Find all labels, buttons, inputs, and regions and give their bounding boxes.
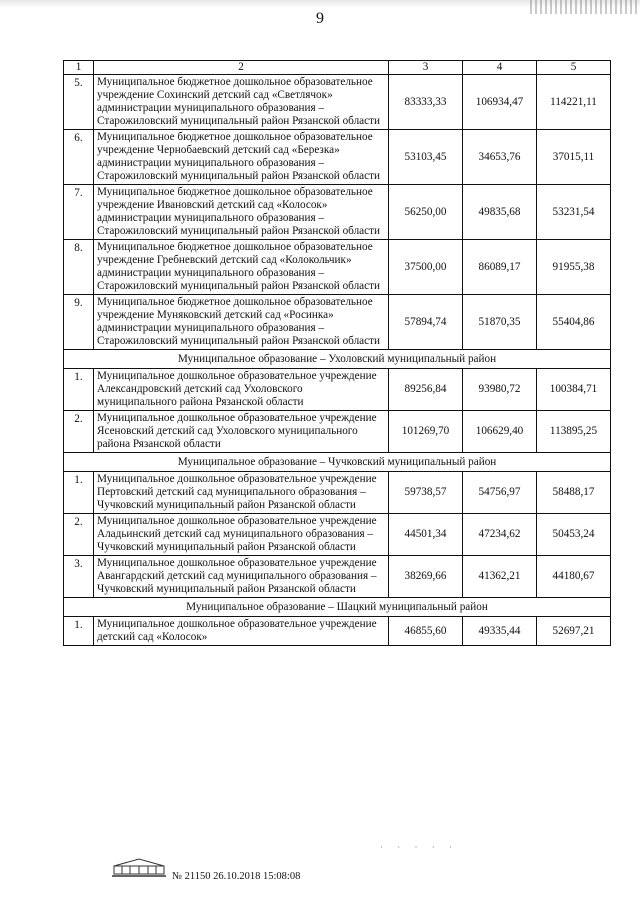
value-col5-cell: 53231,54 <box>537 185 611 240</box>
header-cell-2: 2 <box>94 61 389 75</box>
table-row <box>64 369 611 411</box>
table-row <box>64 75 611 130</box>
value-col3-cell: 83333,33 <box>389 75 463 130</box>
table-row <box>64 295 611 350</box>
row-number-cell: 1. <box>64 369 94 411</box>
table-row <box>64 411 611 453</box>
value-col3-cell: 46855,60 <box>389 617 463 646</box>
header-cell-3: 3 <box>389 61 463 75</box>
value-col4-cell: 106629,40 <box>463 411 537 453</box>
table-row <box>64 130 611 185</box>
institution-name-cell: Муниципальное бюджетное дошкольное образовательное учреждение Чернобаевский детский сад «Березка» администрации муниципального образования – Старожиловский муниципальный район Рязанской области <box>94 130 389 185</box>
header-cell-5: 5 <box>537 61 611 75</box>
page-number: 9 <box>316 10 324 27</box>
value-col5-cell: 55404,86 <box>537 295 611 350</box>
section-heading: Муниципальное образование – Шацкий муниципальный район <box>64 598 611 617</box>
value-col5-cell: 44180,67 <box>537 556 611 598</box>
value-col4-cell: 106934,47 <box>463 75 537 130</box>
value-col4-cell: 49835,68 <box>463 185 537 240</box>
value-col3-cell: 53103,45 <box>389 130 463 185</box>
institution-name-cell: Муниципальное бюджетное дошкольное образовательное учреждение Гребневский детский сад «Колокольчик» администрации муниципального образования – Старожиловский муниципальный район Рязанской области <box>94 240 389 295</box>
value-col3-cell: 38269,66 <box>389 556 463 598</box>
document-registration-text: № 21150 26.10.2018 15:08:08 <box>172 871 301 882</box>
value-col3-cell: 57894,74 <box>389 295 463 350</box>
value-col5-cell: 100384,71 <box>537 369 611 411</box>
value-col4-cell: 93980,72 <box>463 369 537 411</box>
row-number-cell: 2. <box>64 514 94 556</box>
table-row <box>64 556 611 598</box>
header-cell-4: 4 <box>463 61 537 75</box>
institution-name-cell: Муниципальное дошкольное образовательное учреждение детский сад «Колосок» <box>94 617 389 646</box>
value-col5-cell: 37015,11 <box>537 130 611 185</box>
value-col4-cell: 34653,76 <box>463 130 537 185</box>
row-number-cell: 2. <box>64 411 94 453</box>
scan-dots: · · · · · <box>380 842 458 852</box>
row-number-cell: 7. <box>64 185 94 240</box>
value-col5-cell: 52697,21 <box>537 617 611 646</box>
value-col3-cell: 37500,00 <box>389 240 463 295</box>
value-col3-cell: 56250,00 <box>389 185 463 240</box>
table-row <box>64 472 611 514</box>
institution-name-cell: Муниципальное бюджетное дошкольное образовательное учреждение Муняковский детский сад «Росинка» администрации муниципального образования – Старожиловский муниципальный район Рязанской области <box>94 295 389 350</box>
table-row <box>64 514 611 556</box>
data-table <box>63 60 611 646</box>
value-col3-cell: 89256,84 <box>389 369 463 411</box>
table-header-row <box>64 61 611 75</box>
building-stamp-icon <box>110 857 168 877</box>
value-col5-cell: 114221,11 <box>537 75 611 130</box>
value-col4-cell: 49335,44 <box>463 617 537 646</box>
section-heading: Муниципальное образование – Чучковский муниципальный район <box>64 453 611 472</box>
row-number-cell: 6. <box>64 130 94 185</box>
value-col4-cell: 51870,35 <box>463 295 537 350</box>
institution-name-cell: Муниципальное дошкольное образовательное учреждение Александровский детский сад Ухоловского муниципального района Рязанской области <box>94 369 389 411</box>
value-col4-cell: 41362,21 <box>463 556 537 598</box>
section-heading-row <box>64 598 611 617</box>
row-number-cell: 8. <box>64 240 94 295</box>
section-heading-row <box>64 350 611 369</box>
row-number-cell: 1. <box>64 617 94 646</box>
value-col5-cell: 113895,25 <box>537 411 611 453</box>
table-row <box>64 185 611 240</box>
value-col4-cell: 86089,17 <box>463 240 537 295</box>
value-col4-cell: 54756,97 <box>463 472 537 514</box>
value-col4-cell: 47234,62 <box>463 514 537 556</box>
institution-name-cell: Муниципальное бюджетное дошкольное образовательное учреждение Сохинский детский сад «Светлячок» администрации муниципального образования – Старожиловский муниципальный район Рязанской области <box>94 75 389 130</box>
institution-name-cell: Муниципальное дошкольное образовательное учреждение Авангардский детский сад муниципального образования – Чучковский муниципальный район Рязанской области <box>94 556 389 598</box>
section-heading-row <box>64 453 611 472</box>
value-col5-cell: 91955,38 <box>537 240 611 295</box>
table-row <box>64 617 611 646</box>
institution-name-cell: Муниципальное бюджетное дошкольное образовательное учреждение Ивановский детский сад «Колосок» администрации муниципального образования – Старожиловский муниципальный район Рязанской области <box>94 185 389 240</box>
header-cell-1: 1 <box>64 61 94 75</box>
value-col3-cell: 44501,34 <box>389 514 463 556</box>
value-col5-cell: 58488,17 <box>537 472 611 514</box>
institution-name-cell: Муниципальное дошкольное образовательное учреждение Ясеновский детский сад Ухоловского муниципального района Рязанской области <box>94 411 389 453</box>
institution-name-cell: Муниципальное дошкольное образовательное учреждение Пертовский детский сад муниципального образования – Чучковский муниципальный район Рязанской области <box>94 472 389 514</box>
row-number-cell: 1. <box>64 472 94 514</box>
section-heading: Муниципальное образование – Ухоловский муниципальный район <box>64 350 611 369</box>
value-col5-cell: 50453,24 <box>537 514 611 556</box>
value-col3-cell: 101269,70 <box>389 411 463 453</box>
value-col3-cell: 59738,57 <box>389 472 463 514</box>
institution-name-cell: Муниципальное дошкольное образовательное учреждение Аладьинский детский сад муниципального образования – Чучковский муниципальный район Рязанской области <box>94 514 389 556</box>
table-row <box>64 240 611 295</box>
row-number-cell: 3. <box>64 556 94 598</box>
row-number-cell: 9. <box>64 295 94 350</box>
table-body <box>64 61 611 646</box>
row-number-cell: 5. <box>64 75 94 130</box>
